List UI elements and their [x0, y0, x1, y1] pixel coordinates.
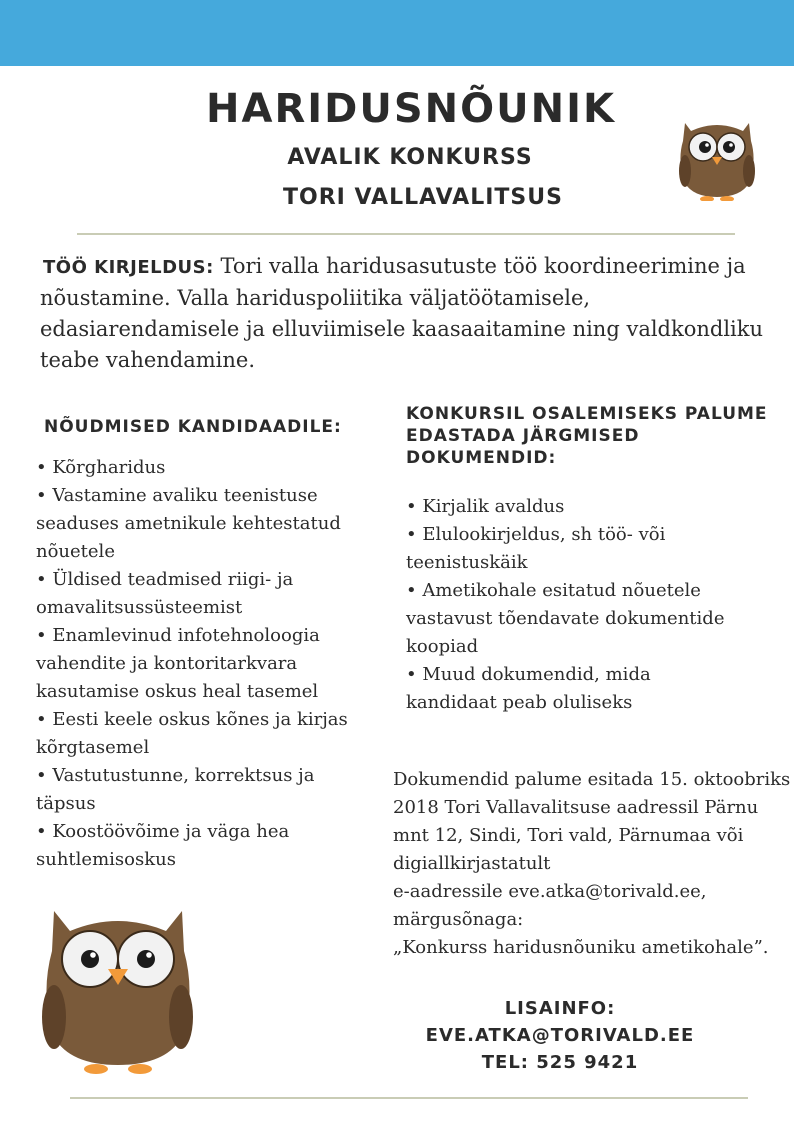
list-item: • Koostöövõime ja väga hea suhtlemisoskus: [36, 821, 290, 870]
page-subtitle: AVALIK KONKURSS: [287, 145, 533, 170]
owl-icon: [677, 113, 757, 201]
list-item: • Eesti keele oskus kõnes ja kirjas kõrgtasemel: [36, 709, 348, 758]
requirements-heading: NÕUDMISED KANDIDAADILE:: [44, 417, 342, 437]
submission-instructions: Dokumendid palume esitada 15. oktoobriks 2018 Tori Vallavalitsuse aadressil Pärnu mnt 12, Sindi, Tori vald, Pärnumaa või digiallkirjastatult e-aadressile eve.atka@torivald.ee, märgusõnaga: „Konkurss haridusnõuniku ametikohale”.: [393, 769, 791, 958]
job-description-label: TÖÖ KIRJELDUS:: [43, 257, 214, 278]
documents-list: [406, 493, 726, 717]
list-item: • Üldised teadmised riigi- ja omavalitsussüsteemist: [36, 569, 294, 618]
requirements-list: [36, 454, 366, 874]
page-title: HARIDUSNÕUNIK: [206, 86, 616, 132]
job-description-text: Tori valla haridusasutuste töö koordineerimine ja nõustamine. Valla hariduspoliitika väljatöötamisele, edasiarendamisele ja elluviimisele kaasaaitamine ning valdkondliku teabe vahendamine.: [40, 254, 764, 372]
job-description: [40, 251, 780, 376]
list-item: • Ametikohale esitatud nõuetele vastavust tõendavate dokumentide koopiad: [406, 580, 725, 657]
contact-info: [390, 995, 730, 1076]
owl-icon: [40, 905, 195, 1075]
divider-top: [77, 233, 735, 235]
contact-label: LISAINFO:: [504, 998, 616, 1019]
documents-heading: KONKURSIL OSALEMISEKS PALUME EDASTADA JÄRGMISED DOKUMENDID:: [406, 404, 768, 468]
divider-bottom: [70, 1097, 748, 1099]
list-item: • Kõrgharidus: [36, 457, 166, 478]
contact-email: EVE.ATKA@TORIVALD.EE: [425, 1025, 695, 1046]
top-color-bar: [0, 0, 794, 66]
list-item: • Vastamine avaliku teenistuse seaduses ametnikule kehtestatud nõuetele: [36, 485, 341, 562]
list-item: • Muud dokumendid, mida kandidaat peab oluliseks: [406, 664, 651, 713]
list-item: • Kirjalik avaldus: [406, 496, 565, 517]
contact-phone: TEL: 525 9421: [481, 1052, 639, 1073]
list-item: • Vastutustunne, korrektsus ja täpsus: [36, 765, 315, 814]
list-item: • Enamlevinud infotehnoloogia vahendite ja kontoritarkvara kasutamise oskus heal tasemel: [36, 625, 320, 702]
list-item: • Elulookirjeldus, sh töö- või teenistuskäik: [406, 524, 666, 573]
organization-name: TORI VALLAVALITSUS: [283, 185, 563, 210]
